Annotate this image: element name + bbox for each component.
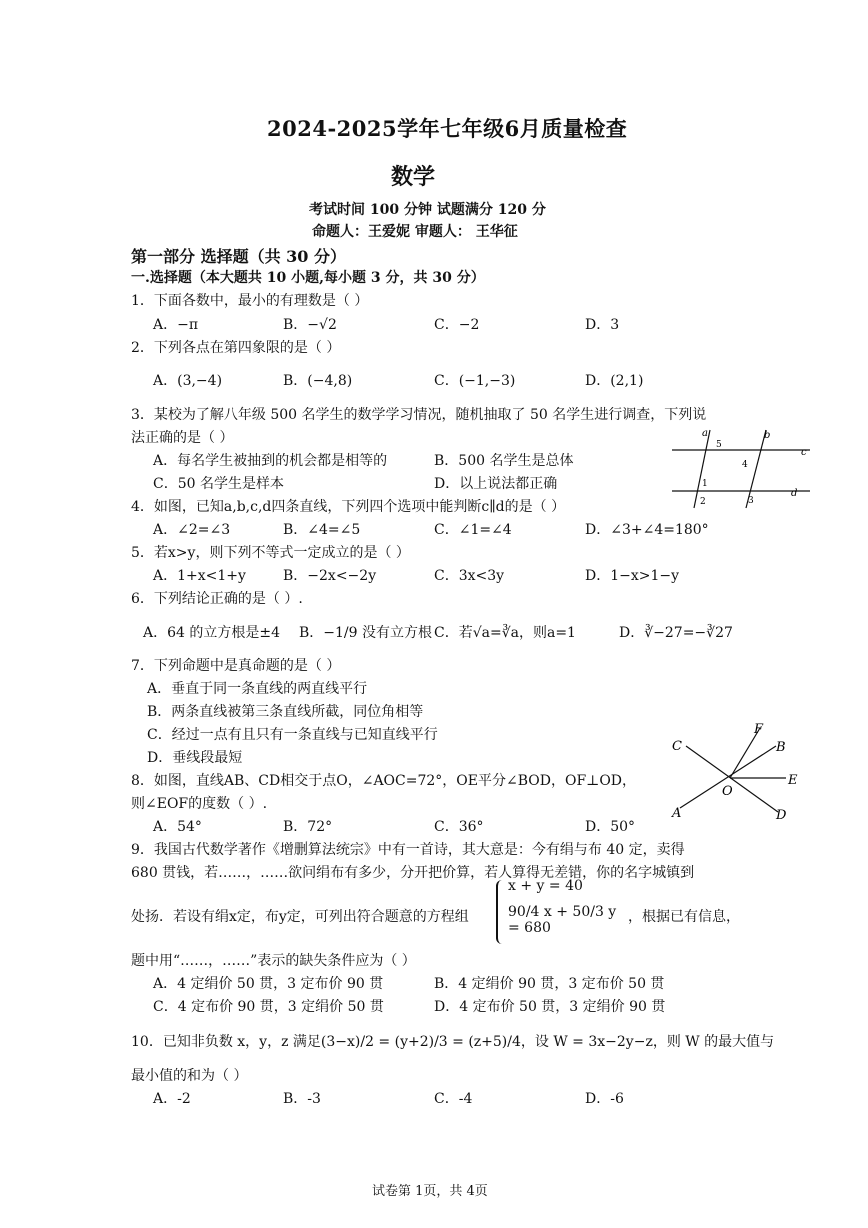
fig2-label-a: A	[672, 806, 682, 821]
q4-option-a: A．∠2=∠3	[153, 522, 231, 538]
question-3-stem-line1: 3．某校为了解八年级 500 名学生的数学学习情况，随机抽取了 50 名学生进行调查，下列说	[131, 407, 707, 423]
q5-option-d: D．1−x>1−y	[585, 568, 680, 584]
question-9-stem-line4: 题中用“……，……”表示的缺失条件应为（ ）	[131, 953, 416, 969]
question-10-stem-line1: 10．已知非负数 x，y，z 满足(3−x)/2 = (y+2)/3 = (z+5)/4，设 W = 3x−2y−z，则 W 的最大值与	[131, 1034, 775, 1050]
question-9-stem-line3b: ，根据已有信息，	[628, 909, 740, 925]
q2-option-b: B．(−4,8)	[283, 373, 353, 389]
q9-option-a: A．4 定绢价 50 贯，3 定布价 90 贯	[153, 976, 384, 992]
equation-system	[496, 880, 626, 944]
fig1-label-3: 3	[748, 496, 754, 506]
q1-option-b: B．−√2	[283, 317, 337, 333]
fig2-label-d: D	[776, 808, 787, 823]
q1-option-a: A．−π	[153, 317, 199, 333]
q2-option-d: D．(2,1)	[585, 373, 644, 389]
question-1-stem: 1．下面各数中，最小的有理数是（ ）	[131, 293, 369, 309]
q5-option-b: B．−2x<−2y	[283, 568, 377, 584]
question-8-stem-line1: 8．如图，直线AB、CD相交于点O，∠AOC=72°，OE平分∠BOD，OF⊥OD，	[131, 773, 637, 789]
question-10-stem-line2: 最小值的和为（ ）	[131, 1068, 248, 1084]
fig1-label-4: 4	[742, 460, 748, 470]
q4-option-b: B．∠4=∠5	[283, 522, 361, 538]
q9-option-d: D．4 定布价 50 贯，3 定绢价 90 贯	[434, 999, 666, 1015]
q7-option-a: A．垂直于同一条直线的两直线平行	[147, 681, 368, 697]
fig1-label-5: 5	[716, 440, 722, 450]
q3-option-c: C．50 名学生是样本	[153, 476, 284, 492]
system-eq-2: 90/4 x + 50/3 y = 680	[508, 904, 617, 936]
q5-option-a: A．1+x<1+y	[153, 568, 246, 584]
question-9-stem-line1: 9．我国古代数学著作《增删算法统宗》中有一首诗，其大意是：今有绢与布 40 定，卖得	[131, 842, 685, 858]
page-footer: 试卷第 1页，共 4页	[372, 1184, 488, 1199]
q6-option-c: C．若√a=∛a，则a=1	[434, 625, 576, 641]
subject-title: 数学	[391, 164, 436, 190]
section-title: 第一部分 选择题（共 30 分）	[131, 247, 346, 266]
question-9-stem-line2: 680 贯钱，若……，……欲问绢布有多少，分开把价算，若人算得无差错，你的名字城镇到	[131, 865, 695, 881]
q6-option-a: A．64 的立方根是±4	[143, 625, 281, 641]
q5-option-c: C．3x<3y	[434, 568, 505, 584]
q3-option-b: B．500 名学生是总体	[434, 453, 574, 469]
question-7-stem: 7．下列命题中是真命题的是（ ）	[131, 658, 341, 674]
question-6-stem: 6．下列结论正确的是（ ）.	[131, 591, 303, 607]
fig1-label-1: 1	[702, 479, 708, 489]
page-title: 2024-2025学年七年级6月质量检查	[267, 116, 628, 141]
fig1-label-a: a	[702, 428, 708, 439]
q9-option-b: B．4 定绢价 90 贯，3 定布价 50 贯	[434, 976, 665, 992]
question-3-stem-line2: 法正确的是（ ）	[131, 430, 234, 446]
question-8-stem-line2: 则∠EOF的度数（ ）.	[131, 796, 268, 812]
q10-option-c: C．-4	[434, 1091, 473, 1107]
question-2-stem: 2．下列各点在第四象限的是（ ）	[131, 340, 341, 356]
fig2-label-o: O	[722, 784, 733, 799]
fig2-label-f: F	[754, 722, 764, 737]
q9-option-c: C．4 定布价 90 贯，3 定绢价 50 贯	[153, 999, 384, 1015]
q1-option-c: C．−2	[434, 317, 480, 333]
question-9-stem-line3a: 处扬．若设有绢x定，布y定，可列出符合题意的方程组	[131, 909, 469, 925]
fig1-label-2: 2	[700, 497, 706, 507]
q8-option-c: C．36°	[434, 819, 484, 835]
q4-option-d: D．∠3+∠4=180°	[585, 522, 709, 538]
q10-option-d: D．-6	[585, 1091, 624, 1107]
q2-option-c: C．(−1,−3)	[434, 373, 516, 389]
parallel-lines-figure	[668, 424, 814, 510]
q6-option-d: D．∛−27=−∛27	[619, 625, 733, 641]
q8-option-a: A．54°	[153, 819, 202, 835]
question-5-stem: 5．若x>y，则下列不等式一定成立的是（ ）	[131, 545, 410, 561]
q10-option-b: B．-3	[283, 1091, 321, 1107]
q2-option-a: A．(3,−4)	[153, 373, 223, 389]
exam-authors: 命题人：王爱妮 审题人： 王华征	[312, 224, 518, 240]
q4-option-c: C．∠1=∠4	[434, 522, 512, 538]
intersecting-lines-figure	[668, 716, 818, 824]
fig2-label-b: B	[776, 740, 786, 755]
fig2-label-e: E	[788, 773, 798, 788]
q8-option-d: D．50°	[585, 819, 636, 835]
fig1-label-c: c	[801, 447, 807, 458]
question-4-stem: 4．如图，已知a,b,c,d四条直线，下列四个选项中能判断c∥d的是（ ）	[131, 499, 566, 515]
q3-option-a: A．每名学生被抽到的机会都是相等的	[153, 453, 388, 469]
exam-info: 考试时间 100 分钟 试题满分 120 分	[309, 202, 546, 218]
fig1-label-d: d	[791, 488, 798, 499]
q6-option-b: B．−1/9 没有立方根	[299, 625, 432, 641]
fig1-label-b: b	[764, 430, 771, 441]
q10-option-a: A．-2	[153, 1091, 191, 1107]
fig2-label-c: C	[672, 739, 682, 754]
part-title: 一.选择题（本大题共 10 小题,每小题 3 分，共 30 分）	[131, 270, 485, 286]
q7-option-b: B．两条直线被第三条直线所截，同位角相等	[147, 704, 424, 720]
q1-option-d: D．3	[585, 317, 620, 333]
q8-option-b: B．72°	[283, 819, 333, 835]
q7-option-d: D．垂线段最短	[147, 750, 243, 766]
q3-option-d: D．以上说法都正确	[434, 476, 558, 492]
q7-option-c: C．经过一点有且只有一条直线与已知直线平行	[147, 727, 438, 743]
system-eq-1: x + y = 40	[508, 878, 583, 894]
system-brace	[496, 880, 508, 944]
